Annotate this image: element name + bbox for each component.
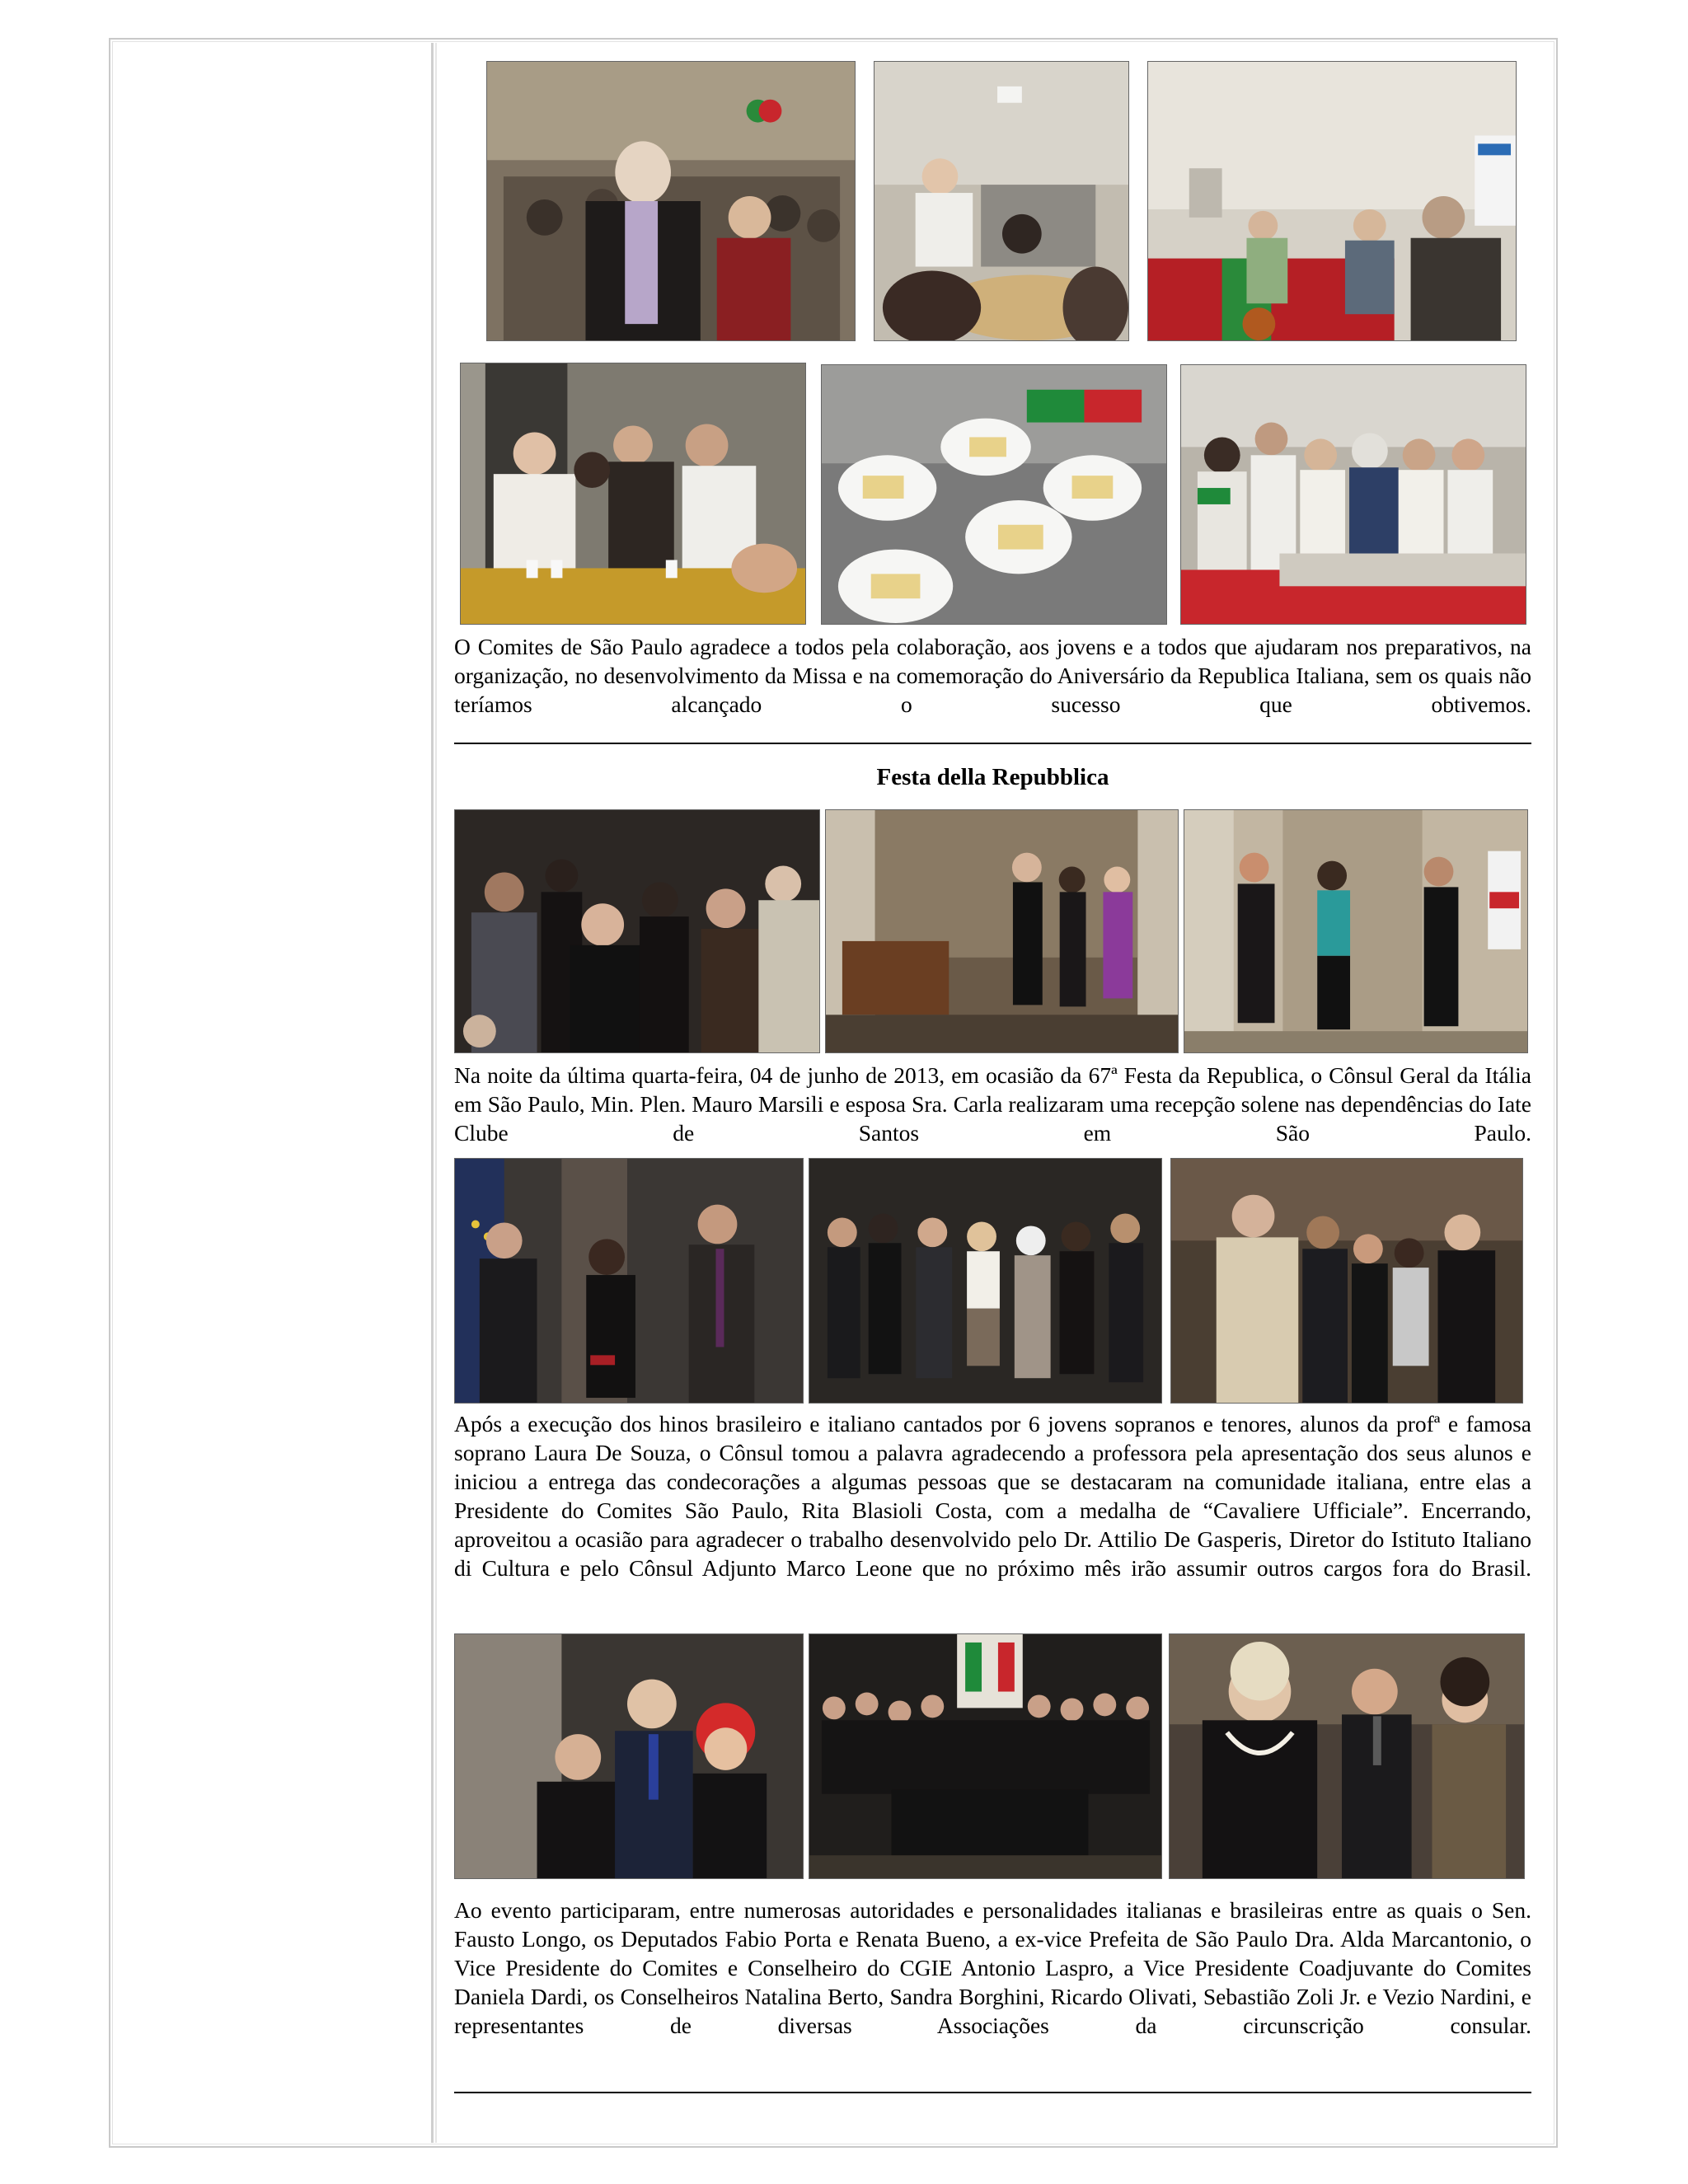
bottom-divider: [454, 2092, 1531, 2093]
thanks-paragraph: O Comites de São Paulo agradece a todos pela colaboração, aos jovens e a todos que ajudaram nos preparativos, na organização, no desenvolvimento da Missa e na comemoração do Aniversário da Republica Italiana, sem os quais não teríamos alcançado o sucesso que obtivemos.: [454, 634, 1531, 717]
photo-speaker-microphone: [454, 1158, 804, 1404]
festa-attendees-paragraph: Ao evento participaram, entre numerosas autoridades e personalidades italianas e brasileiras entre as quais o Sen. Fausto Longo, os Deputados Fabio Porta e Renata Bueno, a ex-vice Prefeita de São Paulo Dra. Alda Marcantonio, o Vice Presidente do Comites e Conselheiro do CGIE Antonio Laspro, a Vice Presidente Coadjuvante do Comites Daniela Dardi, os Conselheiros Natalina Berto, Sandra Borghini, Ricardo Olivati, Sebastião Zoli Jr. e Vezio Nardini, e representantes de diversas Associações da circunscrição consular.: [454, 1897, 1531, 2038]
festa-ceremony-paragraph: Após a execução dos hinos brasileiro e italiano cantados por 6 jovens sopranos e tenores, alunos da profª e famosa soprano Laura De Souza, o Cônsul tomou a palavra agradecendo a professora pela apresentação dos seus alunos e iniciou a entrega das condecorações a algumas pessoas que se destacaram na comunidade italiana, entre elas a Presidente do Comites São Paulo, Rita Blasioli Costa, com a medalha de “Cavaliere Ufficiale”. Encerrando, aproveitou a ocasião para agradecer o trabalho desenvolvido pelo Dr. Attilio De Gasperis, Diretor do Istituto Italiano di Cultura e pelo Cônsul Adjunto Marco Leone que no próximo mês irão assumir outros cargos fora do Brasil.: [454, 1411, 1531, 1581]
photo-soprano-trio: [1184, 809, 1528, 1053]
photo-cake-slices: [821, 364, 1167, 625]
photo-kitchen-pastries: [874, 61, 1129, 341]
photo-guests-toast: [486, 61, 856, 341]
festa-title: Festa della Repubblica: [876, 764, 1109, 790]
photo-large-group: [809, 1633, 1162, 1879]
photo-singers-piano: [825, 809, 1179, 1053]
photo-reception-guests: [454, 809, 820, 1053]
festa-intro-paragraph: Na noite da última quarta-feira, 04 de junho de 2013, em ocasião da 67ª Festa da Republica, o Cônsul Geral da Itália em São Paulo, Min. Plen. Mauro Marsili e esposa Sra. Carla realizaram uma recepção solene nas dependências do Iate Clube de Santos em São Paulo.: [454, 1062, 1531, 1146]
photo-three-smiling: [454, 1633, 804, 1879]
photo-volunteers-group: [1180, 364, 1526, 625]
left-column: [114, 43, 434, 2143]
photo-buffet-line: [1147, 61, 1517, 341]
photo-group-honorees: [809, 1158, 1162, 1404]
left-column-edge: [435, 43, 437, 2143]
photo-couple-with-guest: [1169, 1633, 1525, 1879]
photo-men-toasting: [460, 363, 806, 625]
section-divider: [454, 743, 1531, 744]
photo-consul-guests: [1170, 1158, 1523, 1404]
